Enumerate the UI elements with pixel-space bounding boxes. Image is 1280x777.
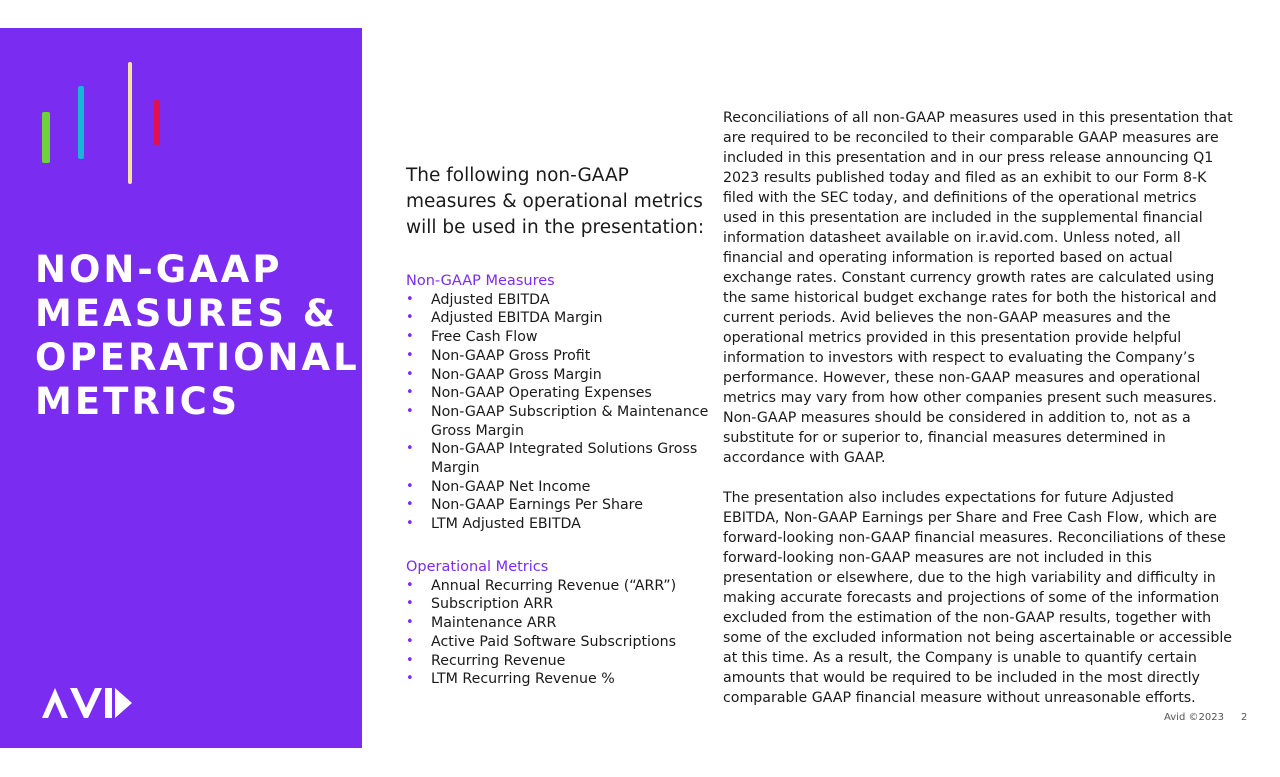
disclosure-paragraph-1: Reconciliations of all non-GAAP measures used in this presentation that are required to be reconciled to their comparable GAAP measures are included in this presentation and in our press release announcing Q1 2023 results published today and filed as an exhibit to our Form 8-K filed with the SEC today, and definitions of the operational metrics used in this presentation are included in the supplemental financial information datasheet available on ir.avid.com. Unless noted, all financial and operating information is reported based on actual exchange rates. Constant currency growth rates are calculated using the same historical budget exchange rates for both the historical and current periods. Avid believes the non-GAAP measures and the operational metrics provided in this presentation provide helpful information to investors with respect to evaluating the Company’s performance. However, these non-GAAP measures and operational metrics may vary from how other companies present such measures. Non-GAAP measures should be considered in addition to, not as a substitute for or superior to, financial measures determined in accordance with GAAP. [723, 110, 1233, 466]
list-item: • Non-GAAP Net Income [406, 478, 591, 495]
list-item: • LTM Recurring Revenue % [406, 671, 615, 688]
list-item: • Active Paid Software Subscriptions [406, 633, 677, 650]
footer-copyright: Avid ©2023 [1164, 712, 1224, 723]
intro-text: The following non-GAAP measures & operational metrics will be used in the presentation: [406, 165, 705, 238]
accent-bar-red [154, 100, 160, 145]
page-number: 2 [1241, 712, 1248, 723]
list-item: • Non-GAAP Earnings Per Share [406, 497, 643, 514]
list-item: • Non-GAAP Operating Expenses [406, 385, 652, 402]
accent-bar-cream [128, 62, 132, 184]
accent-bar-cyan [78, 86, 84, 159]
list-item: • Maintenance ARR [406, 615, 557, 632]
list-item: • LTM Adjusted EBITDA [406, 516, 581, 533]
list-item: • Adjusted EBITDA Margin [406, 310, 603, 327]
operational-metrics-section [406, 558, 716, 689]
list-item: • Subscription ARR [406, 596, 554, 613]
list-item: • Non-GAAP Gross Profit [406, 347, 591, 364]
title-panel [0, 28, 362, 748]
list-item: • Non-GAAP Integrated Solutions Gross Margin [406, 441, 698, 477]
list-item: • Free Cash Flow [406, 329, 538, 346]
operational-list [406, 577, 716, 689]
disclosure-text [723, 108, 1233, 708]
list-item: • Non-GAAP Gross Margin [406, 366, 602, 383]
list-item: • Adjusted EBITDA [406, 291, 550, 308]
panel-title: NON-GAAP MEASURES & OPERATIONAL METRICS [35, 248, 360, 423]
list-item: • Non-GAAP Subscription & Maintenance Gross Margin [406, 403, 709, 439]
operational-heading: Operational Metrics [406, 559, 549, 575]
non-gaap-list [406, 291, 716, 534]
non-gaap-heading: Non-GAAP Measures [406, 273, 555, 289]
disclosure-paragraph-2: The presentation also includes expectations for future Adjusted EBITDA, Non-GAAP Earnings per Share and Free Cash Flow, which are forward-looking non-GAAP financial measures. Reconciliations of these forward-looking non-GAAP measures are not included in this presentation or elsewhere, due to the high variability and difficulty in making accurate forecasts and projections of some of the information excluded from the estimation of the non-GAAP results, together with some of the excluded information not being ascertainable or accessible at this time. As a result, the Company is unable to quantify certain amounts that would be required to be included in the most directly comparable GAAP financial measure without unreasonable efforts. [723, 490, 1233, 706]
list-item: • Recurring Revenue [406, 652, 566, 669]
non-gaap-measures-section [406, 272, 716, 534]
accent-bar-green [42, 112, 50, 163]
avid-logo [42, 688, 132, 718]
list-item: • Annual Recurring Revenue (“ARR”) [406, 577, 677, 594]
